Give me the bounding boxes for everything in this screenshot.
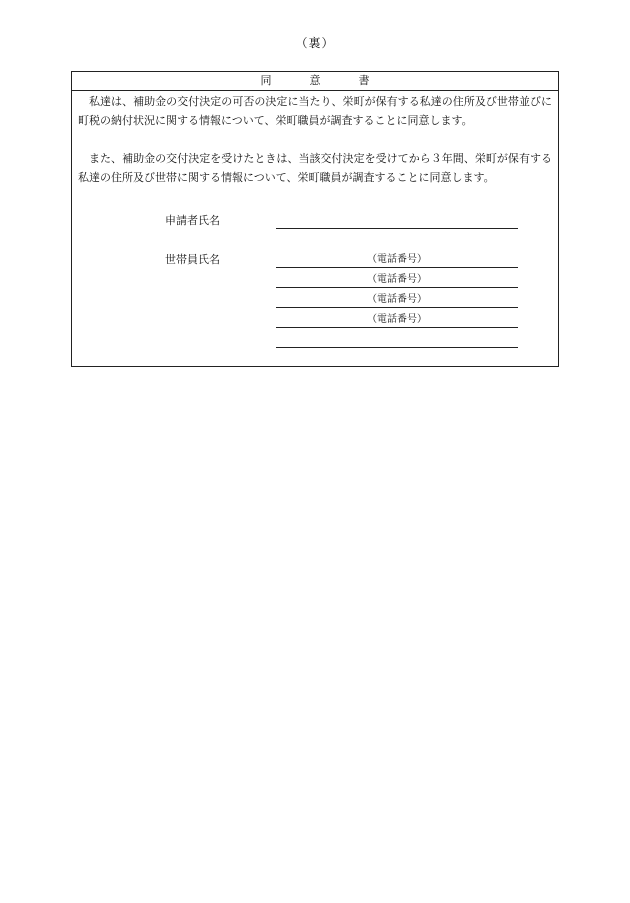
phone-label-2: （電話番号）: [367, 274, 427, 285]
consent-form: [71, 71, 559, 367]
applicant-name-label: 申請者氏名: [165, 214, 220, 227]
consent-paragraph-2: また、補助金の交付決定を受けたときは、当該交付決定を受けてから３年間、栄町が保有する私達の住所及び世帯に関する情報について、栄町職員が調査することに同意します。: [78, 152, 552, 184]
household-member-line-3[interactable]: [276, 307, 518, 308]
applicant-name-line[interactable]: [276, 228, 518, 229]
phone-label-1: （電話番号）: [367, 254, 427, 265]
page-side-label: （裏）: [295, 36, 335, 50]
form-title: 同意書: [72, 72, 558, 91]
household-member-line-1[interactable]: [276, 267, 518, 268]
household-member-label: 世帯員氏名: [165, 253, 220, 266]
household-member-line-4[interactable]: [276, 327, 518, 328]
consent-paragraph-1: 私達は、補助金の交付決定の可否の決定に当たり、栄町が保有する私達の住所及び世帯並びに町税の納付状況に関する情報について、栄町職員が調査することに同意します。: [78, 95, 552, 127]
phone-label-3: （電話番号）: [367, 294, 427, 305]
household-member-line-5[interactable]: [276, 347, 518, 348]
household-member-line-2[interactable]: [276, 287, 518, 288]
phone-label-4: （電話番号）: [367, 314, 427, 325]
